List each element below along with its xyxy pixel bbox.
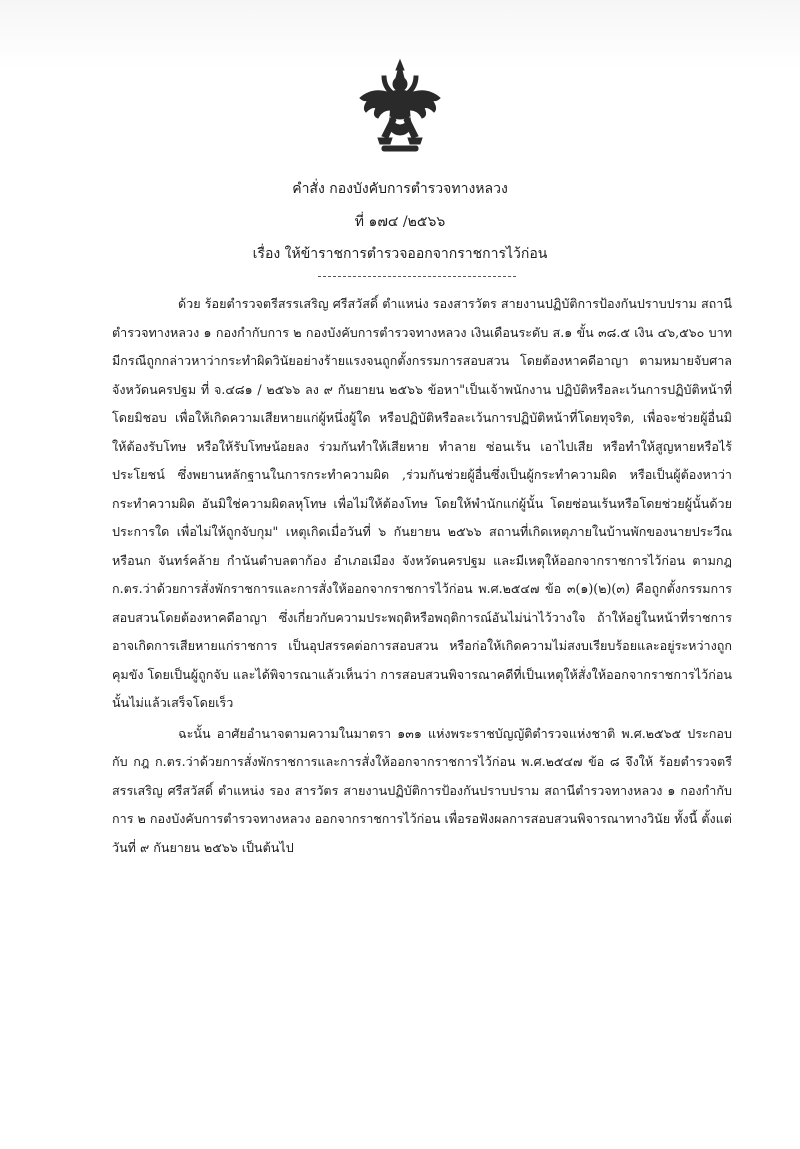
paragraph-order: ฉะนั้น อาศัยอำนาจตามความในมาตรา ๑๓๑ แห่งพระราชบัญญัติตำรวจแห่งชาติ พ.ศ.๒๕๖๕ ประกอบกับ กฎ ก.ตร.ว่าด้วยการสั่งพักราชการและการสั่งให้ออกจากราชการไว้ก่อน พ.ศ.๒๕๔๗ ข้อ ๘ จึงให้ ร้อยตำรวจตรีสรรเสริญ ศรีสวัสดิ์ ตำแหน่ง รอง สารวัตร สายงานปฏิบัติการป้องกันปราบปราม สถานีตำรวจทางหลวง ๑ กองกำกับการ ๒ กองบังคับการตำรวจทางหลวง ออกจากราชการไว้ก่อน เพื่อรอฟังผลการสอบสวนพิจารณาทางวินัย ทั้งนี้ ตั้งแต่วันที่ ๙ กันยายน ๒๕๖๖ เป็นต้นไป	[112, 725, 732, 855]
order-title: คำสั่ง กองบังคับการตำรวจทางหลวง	[292, 181, 508, 197]
paragraph-grounds: ด้วย ร้อยตำรวจตรีสรรเสริญ ศรีสวัสดิ์ ตำแหน่ง รองสารวัตร สายงานปฏิบัติการป้องกันปราบปราม สถานีตำรวจทางหลวง ๑ กองกำกับการ ๒ กองบังคับการตำรวจทางหลวง เงินเดือนระดับ ส.๑ ขั้น ๓๘.๕ เงิน ๔๖,๕๖๐ บาท มีกรณีถูกกล่าวหาว่ากระทำผิดวินัยอย่างร้ายแรงจนถูกตั้งกรรมการสอบสวน โดยต้องหาคดีอาญา ตามหมายจับศาลจังหวัดนครปฐม ที่ จ.๔๘๑ / ๒๕๖๖ ลง ๙ กันยายน ๒๕๖๖ ข้อหา"เป็นเจ้าพนักงาน ปฏิบัติหรือละเว้นการปฏิบัติหน้าที่โดยมิชอบ เพื่อให้เกิดความเสียหายแก่ผู้หนึ่งผู้ใด หรือปฏิบัติหรือละเว้นการปฏิบัติหน้าที่โดยทุจริต, เพื่อจะช่วยผู้อื่นมิให้ต้องรับโทษ หรือให้รับโทษน้อยลง ร่วมกันทำให้เสียหาย ทำลาย ซ่อนเร้น เอาไปเสีย หรือทำให้สูญหายหรือไร้ประโยชน์ ซึ่งพยานหลักฐานในการกระทำความผิด ,ร่วมกันช่วยผู้อื่นซึ่งเป็นผู้กระทำความผิด หรือเป็นผู้ต้องหาว่ากระทำความผิด อันมิใช่ความผิดลหุโทษ เพื่อไม่ให้ต้องโทษ โดยให้พำนักแก่ผู้นั้น โดยซ่อนเร้นหรือโดยช่วยผู้นั้นด้วยประการใด เพื่อไม่ให้ถูกจับกุม" เหตุเกิดเมื่อวันที่ ๖ กันยายน ๒๕๖๖ สถานที่เกิดเหตุภายในบ้านพักของนายประวีณหรือนก จันทร์คล้าย กำนันตำบลตาก้อง อำเภอเมือง จังหวัดนครปฐม และมีเหตุให้ออกจากราชการไว้ก่อน ตามกฎ ก.ตร.ว่าด้วยการสั่งพักราชการและการสั่งให้ออกจากราชการไว้ก่อน พ.ศ.๒๕๔๗ ข้อ ๓(๑)(๒)(๓) คือถูกตั้งกรรมการสอบสวนโดยต้องหาคดีอาญา ซึ่งเกี่ยวกับความประพฤติหรือพฤติการณ์อันไม่น่าไว้วางใจ ถ้าให้อยู่ในหน้าที่ราชการอาจเกิดการเสียหายแก่ราชการ เป็นอุปสรรคต่อการสอบสวน หรือก่อให้เกิดความไม่สงบเรียบร้อยและอยู่ระหว่างถูกคุมขัง โดยเป็นผู้ถูกจับ และได้พิจารณาแล้วเห็นว่า การสอบสวนพิจารณาคดีที่เป็นเหตุให้สั่งให้ออกจากราชการไว้ก่อนนั้นไม่แล้วเสร็จโดยเร็ว	[112, 296, 732, 710]
order-subject: เรื่อง ให้ข้าราชการตำรวจออกจากราชการไว้ก่อน	[252, 246, 548, 262]
order-number: ที่ ๑๗๔ /๒๕๖๖	[354, 214, 446, 230]
order-body	[112, 290, 732, 862]
divider	[318, 276, 516, 277]
garuda-emblem-icon	[352, 58, 448, 156]
